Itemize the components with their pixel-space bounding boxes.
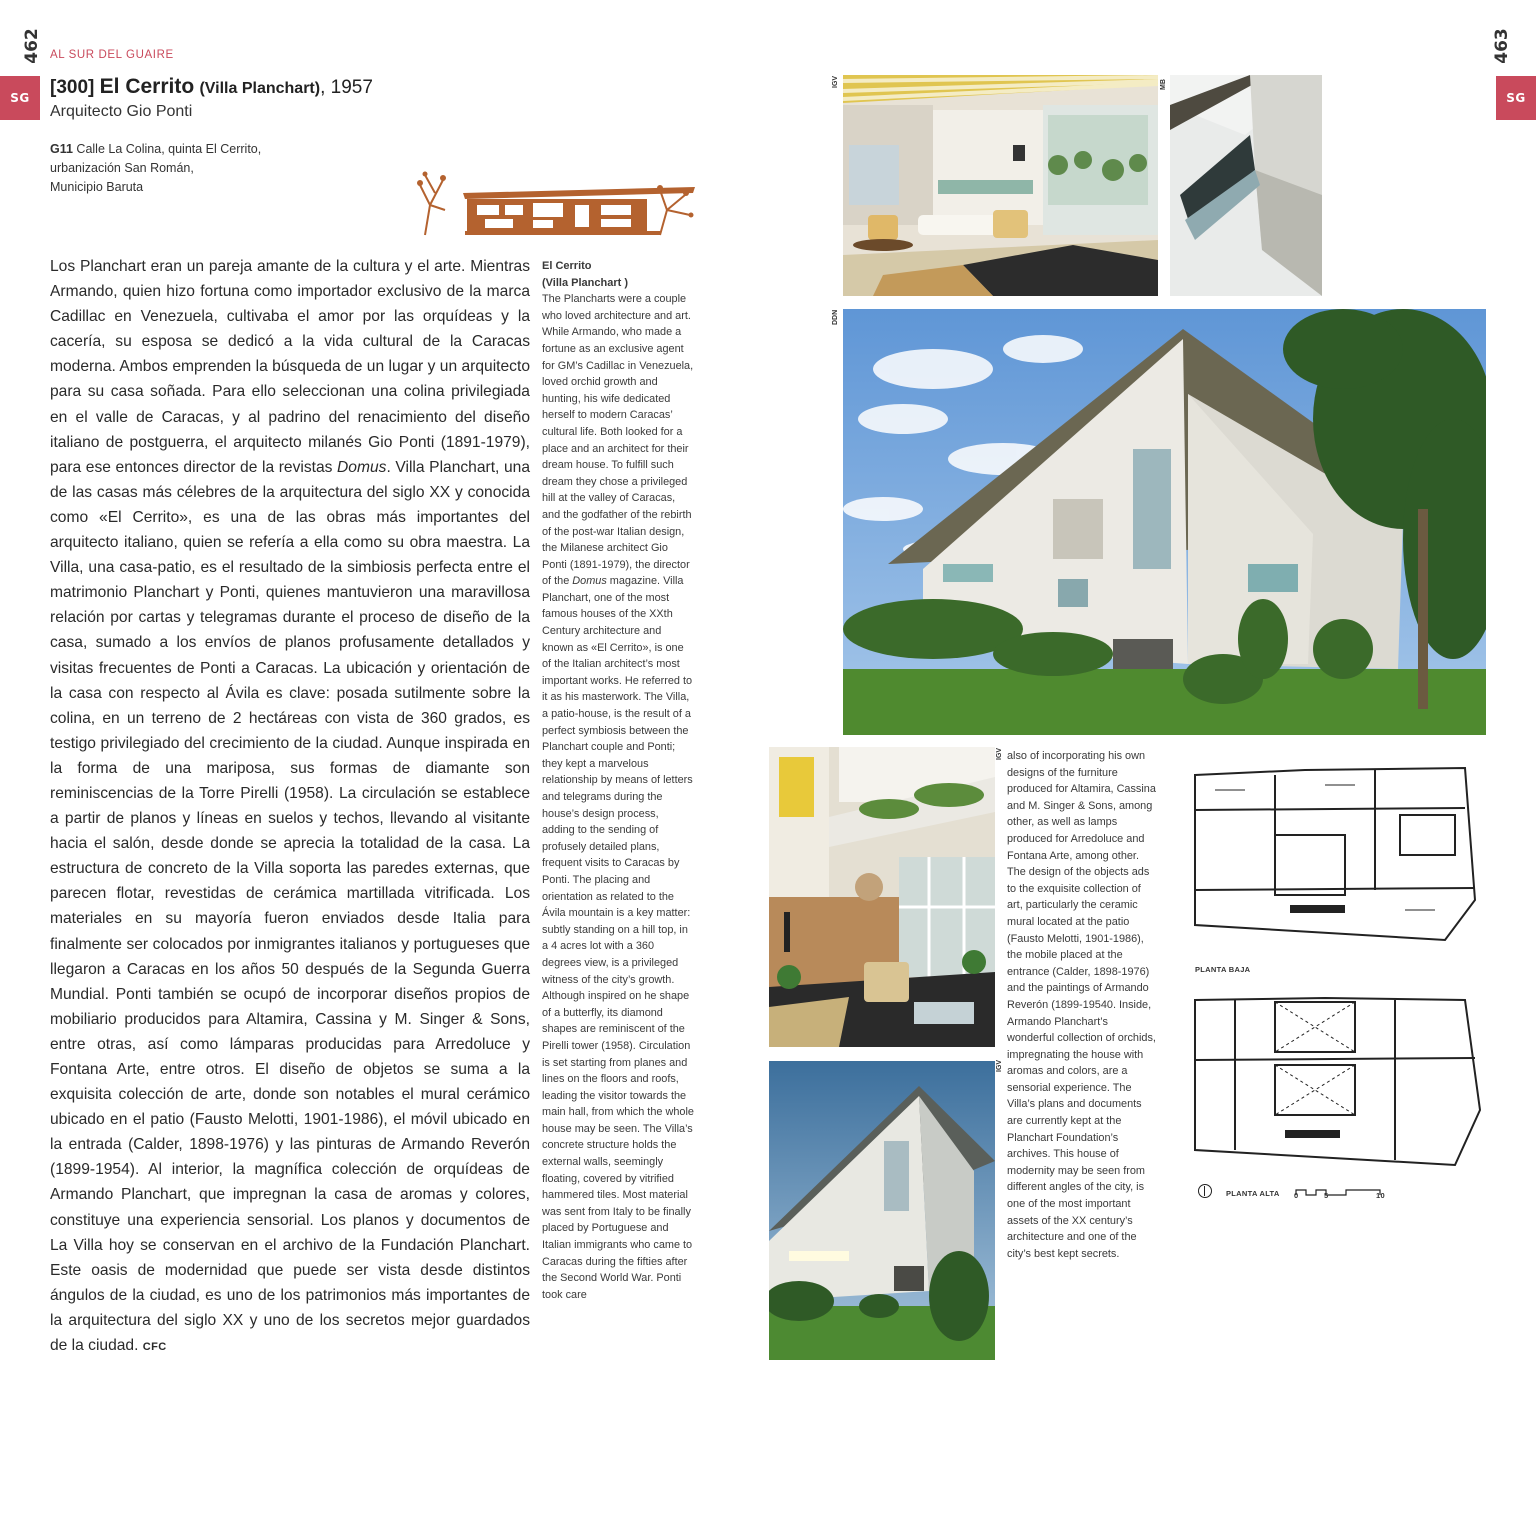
- entry-year: , 1957: [320, 77, 373, 98]
- photo-interior-living-room: [843, 75, 1158, 296]
- photo-credit: MB: [1160, 79, 1167, 90]
- north-arrow-icon: [1198, 1184, 1212, 1198]
- article-body: Los Planchart eran un pareja amante de la cultura y el arte. Mientras Armando, quien hizo fortuna como importador exclusivo de la marca Cadillac en Venezuela, cultivaba el amor por las orquídeas y la cacería, su esposa se dedicó a la vida cultural de la Caracas moderna. Ambos emprenden la búsqueda de un lugar y un arquitecto para su casa soñada. Para ello seleccionan una colina privilegiada en el valle de Caracas, y al padrino del renacimiento del diseño italiano de postguerra, el arquitecto milanés Gio Ponti (1891-1979), para ese entonces director de la revistas: [50, 258, 530, 476]
- address-line: Municipio Baruta: [50, 180, 144, 194]
- section-tab-right: SG: [1496, 76, 1536, 120]
- house-illustration: [405, 165, 700, 240]
- article-body-rest: . Villa Planchart, una de las casas más célebres de la arquitectura del siglo XX y conocida como «El Cerrito», es una de las obras más importantes del arquitecto italiano, quien se refería a ella como su obra maestra. La Villa, una casa-patio, es el resultado de la simbiosis perfecta entre el matrimonio Planchart y Ponti, quienes mantuvieron una maravillosa relación por cartas y telegramas durante el proceso de diseño de la casa, sumado a los envíos de planos profusamente detallados y visitas frecuentes de Ponti a Caracas. La ubicación y orientación de la casa con respecto al Ávila es clave: posada sutilmente sobre la colina, en un terreno de 2 hectáreas con vista de 360 grados, es testigo privilegiado del crecimiento de la ciudad. Aunque inspirada en la forma de una mariposa, sus formas de diamante son reminiscencias de la Torre Pirelli (1958). La circulación se establece a partir de planos y líneas en suelos y techos, llevando al visitante hacia el salón, desde donde se aprecia la totalidad de la casa. La estructura de concreto de la Villa soporta las paredes externas, que parecen flotar, revestidas de cerámica martillada vitrificada. Los materiales en su mayoría fueron enviados desde Italia para finalmente ser colocados por inmigrantes italianos y portugueses que llegaron a Caracas en los años 50 después de la Segunda Guerra Mundial. Ponti también se ocupó de incorporar diseños propios de mobiliario producidos para Altamira, Cassina y M. Singer & Sons, entre otras, así como lámparas producidas para Arredoluce y Fontana Arte, entre otros. El diseño de objetos se suma a la exquisita colección de arte, donde son notables el mural cerámico ubicado en el patio (Fausto Melotti, 1901-1986), el móvil ubicado en la entrada (Calder, 1898-1976) y las pinturas de Armando Reverón (1899-1954). Al interior, la magnífica colección de orquídeas de Armando Planchart, que impregnan la casa de aromas y colores, constituye una experiencia sensorial. Los planos y documentos de La Villa hoy se conservan en el archivo de la Fundación Planchart. Este oasis de modernidad que puede ser vista desde distintos ángulos de la ciudad, es uno de los patrimonios más importantes de la arquitectura del siglo XX y uno de los secretos mejor guardados de la ciudad.: [50, 458, 530, 1355]
- english-column-2: [1007, 748, 1157, 1262]
- plan-label-upper: PLANTA ALTA: [1226, 1189, 1280, 1198]
- photo-villa-dusk: [769, 1061, 995, 1360]
- address-line: Calle La Colina, quinta El Cerrito,: [76, 142, 262, 156]
- photo-credit: IGV: [996, 1059, 1003, 1072]
- address-code: G11: [50, 142, 73, 156]
- entry-architect: Arquitecto Gio Ponti: [50, 103, 193, 120]
- photo-credit: IGV: [996, 747, 1003, 760]
- english-subtitle: (Villa Planchart ): [542, 276, 628, 289]
- english-title: El Cerrito: [542, 260, 592, 272]
- photo-villa-exterior: [843, 309, 1486, 735]
- article-italic: Domus: [337, 458, 387, 476]
- main-article-text: [50, 254, 530, 1360]
- english-text: The Plancharts were a couple who loved architecture and art. While Armando, who made a fortune as an exclusive agent for GM’s Cadillac in Venezuela, loved orchid growth and hunting, his wife dedicated herself to modern Caracas’ cultural life. Both looked for a place and an architect for their dream house. To fulfill such dream they chose a privileged hill at the valley of Caracas, and the godfather of the rebirth of the post-war Italian design, the Milanese architect Gio Ponti (1891-1979), the director of the: [542, 293, 694, 588]
- entry-name: El Cerrito: [99, 75, 195, 98]
- address-line: urbanización San Román,: [50, 161, 194, 175]
- entry-subtitle: (Villa Planchart): [199, 80, 321, 97]
- photo-interior-patio: [769, 747, 995, 1047]
- section-tab-left: SG: [0, 76, 40, 120]
- english-column-1: [542, 258, 694, 1303]
- scale-bar: [1294, 1183, 1384, 1199]
- page-number-right: 463: [1492, 28, 1512, 64]
- floor-plan-ground: [1175, 760, 1510, 950]
- english-italic: Domus: [572, 575, 607, 588]
- section-label: AL SUR DEL GUAIRE: [50, 49, 174, 61]
- photo-credit: DDN: [832, 309, 839, 325]
- scale-0: 0: [1294, 1191, 1299, 1200]
- english-text-continued: also of incorporating his own designs of the furniture produced for Altamira, Cassina and M. Singer & Sons, among other, as well as lamps produced for Arredoluce and Fontana Arte, among other. The design of the objects ads to the exquisite collection of art, particularly the ceramic mural located at the patio (Fausto Melotti, 1901-1986), the mobile placed at the entrance (Calder, 1898-1976) and the paintings of Armando Reverón (1899-19540. Inside, Armando Planchart’s wonderful collection of orchids, impregnating the house with aromas and colors, are a sensorial experience. The Villa’s plans and documents are currently kept at the Planchart Foundation’s archives. This house of modernity may be seen from different angles of the city, is one of the most important assets of the XX century’s architecture and one of the city’s best kept secrets.: [1007, 750, 1156, 1260]
- scale-10: 10: [1376, 1191, 1385, 1200]
- entry-title: [50, 75, 373, 99]
- scale-5: 5: [1324, 1191, 1329, 1200]
- page-number-left: 462: [22, 28, 42, 64]
- photo-credit: IGV: [832, 75, 839, 88]
- entry-address: [50, 140, 320, 197]
- author-credit: CFC: [142, 1341, 167, 1354]
- entry-number: [300]: [50, 77, 95, 98]
- english-text-rest: magazine. Villa Planchart, one of the most famous houses of the XXth Century architecture and known as «El Cerrito», is one of the Italian architect’s most important works. He referred to it as his masterwork. The Villa, a patio-house, is the result of a perfect symbiosis between the Planchart couple and Ponti; they kept a marvelous relationship by means of letters and telegrams during the house’s design process, adding to the sending of profusely detailed plans, frequent visits to Caracas by Ponti. The placing and orientation as related to the Ávila mountain is a key matter: subtly standing on a hill top, in a 4 acres lot with a 360 degrees view, is a privileged witness of the city’s growth. Although inspired on he shape of a butterfly, its diamond shapes are reminiscent of the Pirelli tower (1958). Circulation is set starting from planes and lines on the floors and roofs, leading the visitor towards the main hall, from which the whole house may be seen. The Villa’s concrete structure holds the external walls, seemingly floating, covered by vitrified hammered tiles. Most material was sent from Italy to be finally placed by Portuguese and Italian immigrants who came to Caracas during the fifties after the Second World War. Ponti took care: [542, 575, 694, 1301]
- floor-plan-upper: [1175, 990, 1510, 1175]
- plan-label-ground: PLANTA BAJA: [1195, 965, 1251, 974]
- photo-roof-detail: [1170, 75, 1322, 296]
